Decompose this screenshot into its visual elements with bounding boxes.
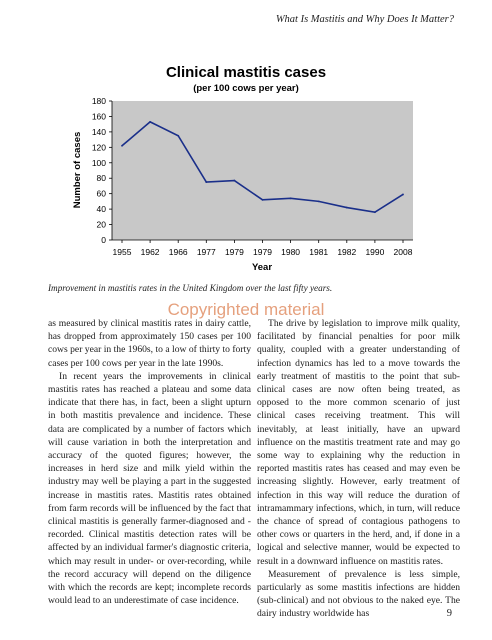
chart-title: Clinical mastitis cases bbox=[165, 64, 327, 81]
x-tick-label: 1981 bbox=[309, 247, 329, 257]
x-tick-label: 1966 bbox=[168, 247, 188, 257]
x-tick-label: 1962 bbox=[140, 247, 160, 257]
body-paragraph: The drive by legislation to improve milk quality, facilitated by financial penalties for poor milk quality, coupled with a greater understanding of infection dynamics has led to a move towards the early treatment of mastitis to the point that sub-clinical cases are now often being treated, as opposed to the more common scenario of just clinical cases receiving treatment. This will inevitably, at least initially, have an upward influence on the mastitis treatment rate and may go some way to explaining why the reduction in reported mastitis rates has ceased and may even be increasing slightly. However, early treatment of infection in this way will reduce the duration of intramammary infections, which, in turn, will reduce the chance of spread of contagious pathogens to other cows or quarters in the herd, and, if done in a logical and selective manner, would be expected to result in a downward influence on mastitis rates. bbox=[257, 318, 460, 567]
x-tick-label: 2008 bbox=[393, 247, 413, 257]
data-point bbox=[205, 181, 207, 183]
body-column-left bbox=[48, 317, 251, 607]
data-point bbox=[402, 194, 404, 196]
page-number: 9 bbox=[446, 608, 452, 619]
data-point bbox=[290, 197, 292, 199]
line-chart bbox=[0, 0, 492, 280]
data-point bbox=[177, 135, 179, 137]
x-axis bbox=[112, 240, 413, 257]
data-point bbox=[318, 200, 320, 202]
copyright-watermark: Copyrighted material bbox=[167, 300, 325, 319]
plot-area bbox=[112, 101, 413, 240]
data-point bbox=[262, 199, 264, 201]
data-point bbox=[121, 145, 123, 147]
y-tick-label: 100 bbox=[91, 157, 106, 168]
body-paragraph: In recent years the improvements in clinical mastitis rates has reached a plateau and some data indicate that there has, in fact, been a slight upturn in both mastitis prevalence and incidence. These data are complicated by a number of factors which will cause variation in both the interpretation and accuracy of the quoted figures; however, the increases in herd size and milk yield within the industry may well be playing a part in the suggested increase in mastitis rates. Mastitis rates obtained from farm records will be influenced by the fact that clinical mastitis is generally farmer-diagnosed and -recorded. Clinical mastitis detection rates will be affected by an individual farmer's diagnostic criteria, which may result in under- or over-recording, while the record accuracy will depend on the diligence with which the records are kept; incomplete records would lead to an underestimate of case incidence. bbox=[48, 370, 251, 607]
x-tick-label: 1979 bbox=[253, 247, 272, 257]
x-tick-label: 1979 bbox=[224, 247, 244, 257]
y-axis-label: Number of cases bbox=[72, 131, 83, 209]
x-tick-label: 1982 bbox=[337, 247, 357, 257]
x-axis-label: Year bbox=[251, 262, 273, 273]
x-tick-label: 1977 bbox=[196, 247, 216, 257]
y-tick-label: 60 bbox=[96, 188, 106, 199]
x-tick-label: 1955 bbox=[112, 247, 132, 257]
data-point bbox=[374, 211, 376, 213]
x-tick-label: 1980 bbox=[281, 247, 301, 257]
y-axis bbox=[92, 96, 112, 245]
body-paragraph: Measurement of prevalence is less simple, particularly as some mastitis infections are hidden (sub-clinical) and not obvious to the naked eye. The dairy industry worldwide has bbox=[257, 568, 460, 620]
x-tick-label: 1990 bbox=[365, 247, 385, 257]
y-tick-label: 80 bbox=[96, 173, 106, 184]
body-column-right bbox=[257, 317, 460, 621]
y-tick-label: 20 bbox=[96, 219, 106, 230]
y-tick-label: 120 bbox=[91, 142, 106, 153]
running-head: What Is Mastitis and Why Does It Matter? bbox=[275, 14, 454, 25]
chart-subtitle: (per 100 cows per year) bbox=[193, 83, 299, 94]
y-tick-label: 40 bbox=[96, 204, 106, 215]
data-point bbox=[346, 207, 348, 209]
y-tick-label: 180 bbox=[91, 96, 106, 106]
y-tick-label: 0 bbox=[101, 235, 106, 245]
y-tick-label: 140 bbox=[91, 126, 106, 137]
y-tick-label: 160 bbox=[91, 111, 106, 122]
body-paragraph: as measured by clinical mastitis rates in dairy cattle, has dropped from approximately 150 cases per 100 cows per year in the 1960s, to a low of thirty to forty cases per 100 cows per year in the late 1990s. bbox=[48, 318, 251, 369]
figure-caption: Improvement in mastitis rates in the United Kingdom over the last fifty years. bbox=[48, 283, 333, 293]
data-point bbox=[149, 121, 151, 123]
data-point bbox=[234, 180, 236, 182]
